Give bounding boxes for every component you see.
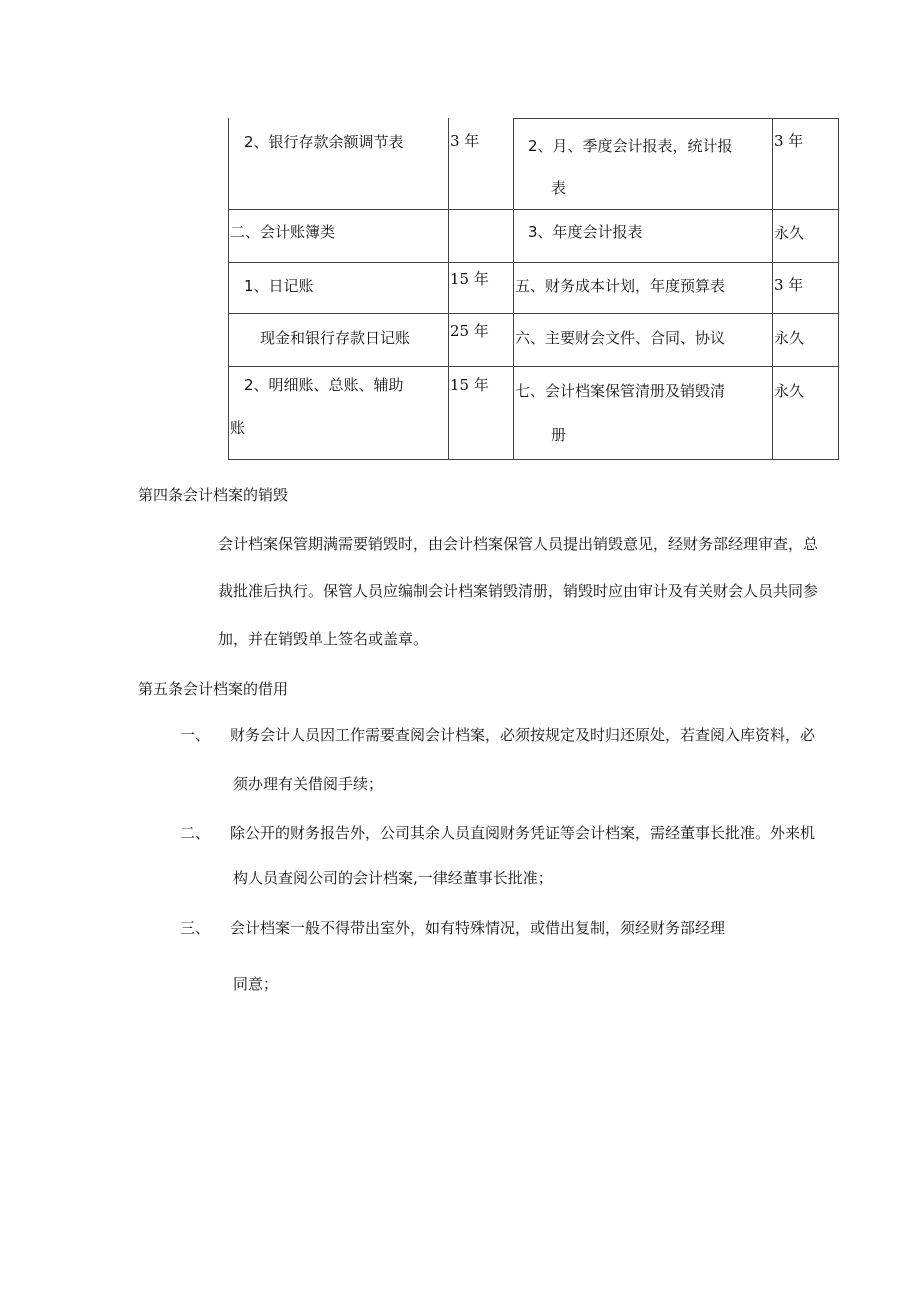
- right-period: 永久: [774, 224, 805, 242]
- left-period: 15 年: [450, 376, 489, 394]
- article-heading: 第五条会计档案的借用: [138, 680, 289, 698]
- right-period: 3 年: [774, 132, 804, 150]
- left-period: 3 年: [450, 132, 480, 150]
- article-heading: 第四条会计档案的销毁: [138, 486, 289, 504]
- table-row-divider: [228, 262, 839, 263]
- right-item: 2、月、季度会计报表，统计报: [528, 137, 733, 155]
- right-item: 3、年度会计报表: [528, 223, 643, 241]
- left-item: 现金和银行存款日记账: [260, 329, 411, 347]
- right-period: 永久: [774, 382, 805, 400]
- list-item-text-cont: 构人员查阅公司的会计档案,一律经董事长批准；: [233, 869, 553, 887]
- right-item-cont: 册: [551, 426, 567, 444]
- list-item-number: 一、: [180, 726, 211, 744]
- left-period: 15 年: [450, 270, 489, 288]
- paragraph-line: 裁批准后执行。保管人员应编制会计档案销毁清册，销毁时应由审计及有关财会人员共同参: [218, 582, 819, 600]
- left-item: 2、银行存款余额调节表: [244, 133, 404, 151]
- left-item: 1、日记账: [244, 277, 314, 295]
- table-border-right: [838, 118, 839, 460]
- table-row-divider: [228, 313, 839, 314]
- list-item-text: 财务会计人员因工作需要查阅会计档案，必须按规定及时归还原处，若查阅入库资料，必: [230, 726, 816, 744]
- list-item-number: 三、: [180, 919, 211, 937]
- left-period: 25 年: [450, 322, 489, 340]
- table-border-left: [228, 118, 229, 460]
- table-col-divider: [772, 118, 773, 460]
- right-item: 五、财务成本计划，年度预算表: [515, 277, 726, 295]
- right-item: 六、主要财会文件、合同、协议: [515, 329, 726, 347]
- table-row-divider: [228, 209, 839, 210]
- right-item-cont: 表: [551, 179, 567, 197]
- table-row-divider: [228, 366, 839, 367]
- table-border-bottom: [228, 459, 839, 460]
- right-period: 永久: [774, 329, 805, 347]
- list-item-text-cont: 须办理有关借阅手续；: [233, 775, 384, 793]
- left-item-cont: 账: [230, 419, 246, 437]
- list-item-text: 除公开的财务报告外，公司其余人员直阅财务凭证等会计档案，需经董事长批准。外来机: [230, 824, 816, 842]
- list-item-text: 会计档案一般不得带出室外，如有特殊情况，或借出复制，须经财务部经理: [230, 919, 726, 937]
- left-item: 二、会计账簿类: [230, 223, 336, 241]
- left-item: 2、明细账、总账、辅助: [244, 376, 404, 394]
- paragraph-line: 加，并在销毁单上签名或盖章。: [218, 630, 429, 648]
- list-item-number: 二、: [180, 824, 211, 842]
- right-period: 3 年: [774, 276, 804, 294]
- right-item: 七、会计档案保管清册及销毁清: [515, 382, 726, 400]
- table-col-divider: [448, 118, 449, 460]
- list-item-text-cont: 同意；: [233, 975, 279, 993]
- paragraph-line: 会计档案保管期满需要销毁时，由会计档案保管人员提出销毁意见，经财务部经理审查，总: [218, 535, 819, 553]
- table-border-top: [513, 118, 839, 119]
- table-col-divider: [513, 118, 514, 460]
